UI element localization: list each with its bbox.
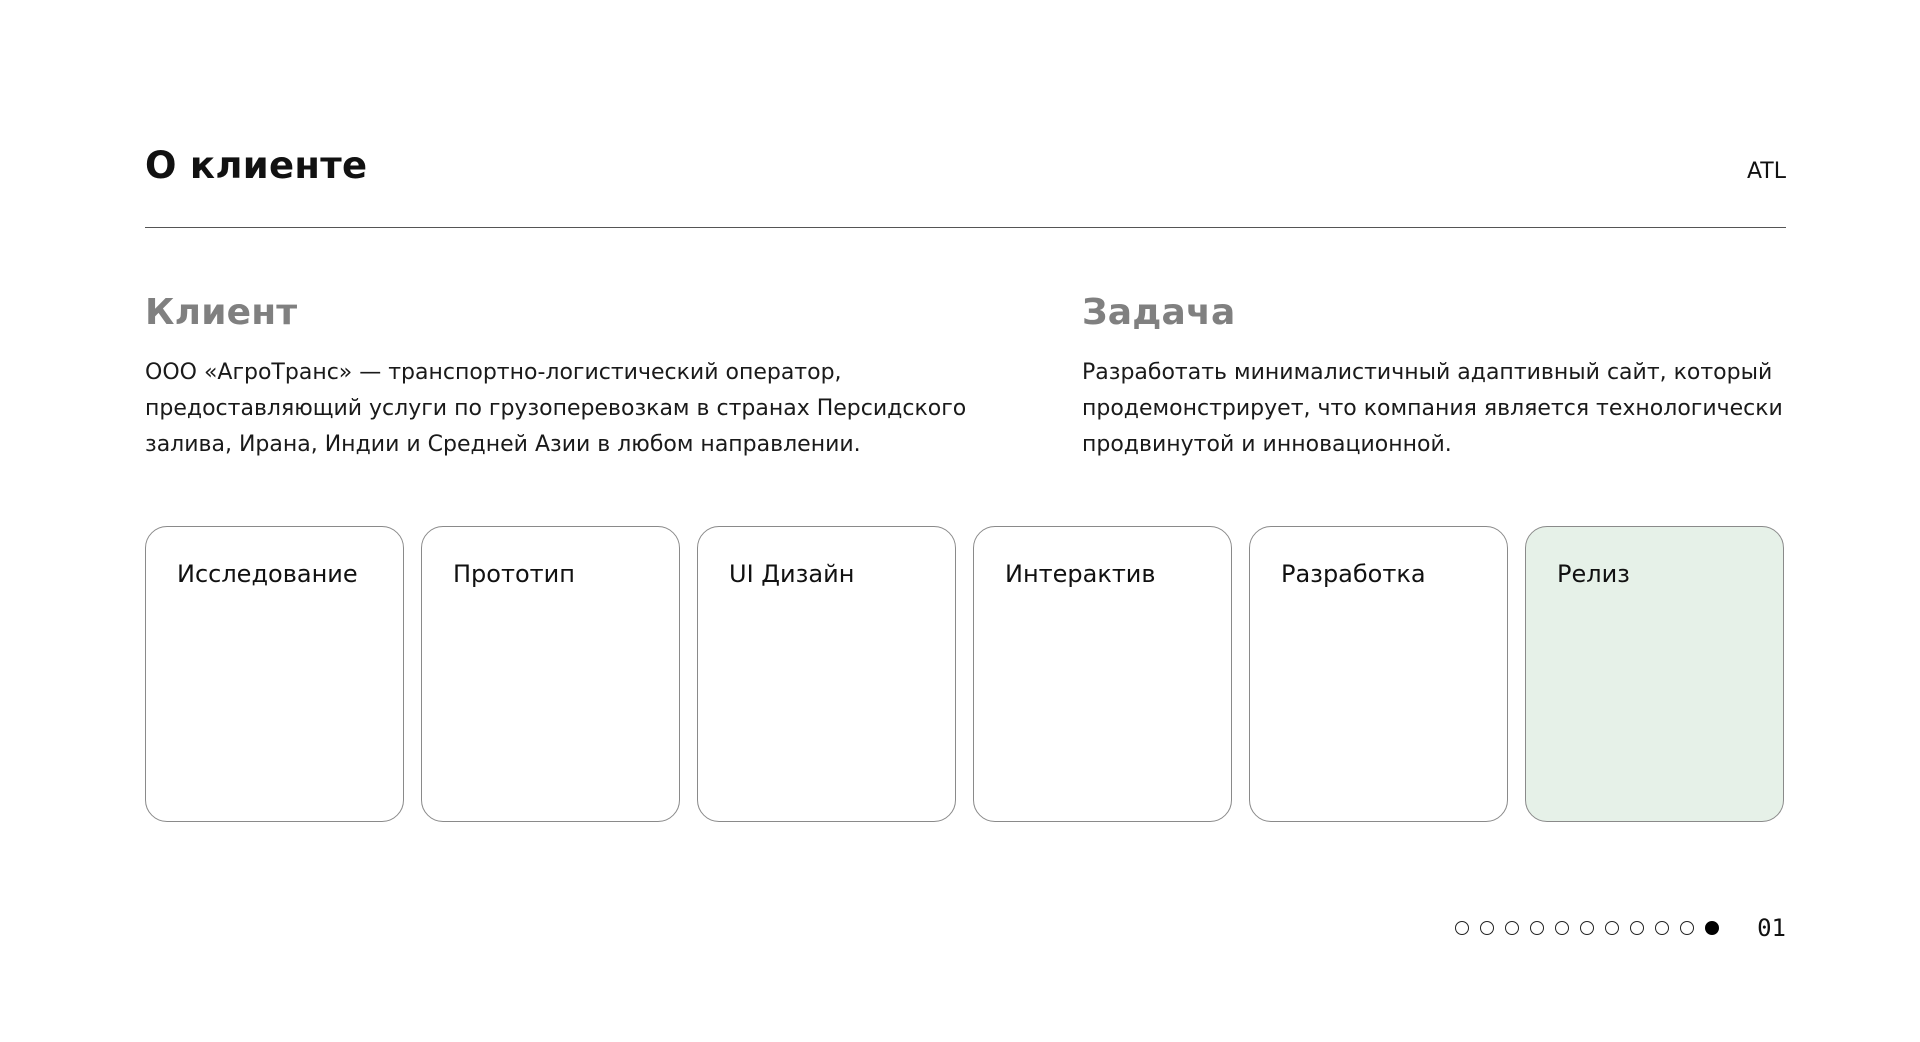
slide [145, 0, 1786, 1042]
stage-label: Исследование [177, 560, 358, 588]
pagination-dot[interactable] [1505, 921, 1519, 935]
task-section [1082, 292, 1786, 463]
pagination-dot[interactable] [1630, 921, 1644, 935]
header [145, 140, 1786, 192]
pagination-dot[interactable] [1455, 921, 1469, 935]
page-number: 01 [1757, 914, 1786, 942]
stage-card-ui-design[interactable] [697, 526, 956, 822]
stage-label: Разработка [1281, 560, 1426, 588]
stage-card-interactive[interactable] [973, 526, 1232, 822]
pagination-dot[interactable] [1580, 921, 1594, 935]
pagination-dot[interactable] [1655, 921, 1669, 935]
pagination-dots [1455, 921, 1719, 935]
header-divider [145, 227, 1786, 228]
pagination-dot[interactable] [1555, 921, 1569, 935]
stage-card-development[interactable] [1249, 526, 1508, 822]
stage-label: UI Дизайн [729, 560, 855, 588]
pagination-dot[interactable] [1530, 921, 1544, 935]
pagination-dot[interactable] [1480, 921, 1494, 935]
stage-label: Релиз [1557, 560, 1630, 588]
task-description: Разработать минималистичный адаптивный сайт, который продемонстрирует, что компания является технологически продвинутой и инновационной. [1082, 360, 1783, 457]
pagination-dot[interactable] [1680, 921, 1694, 935]
client-heading: Клиент [145, 292, 298, 333]
stage-card-prototype[interactable] [421, 526, 680, 822]
pagination-dot[interactable] [1605, 921, 1619, 935]
stage-label: Прототип [453, 560, 575, 588]
stage-cards [145, 526, 1786, 822]
client-section [145, 292, 1005, 463]
client-description: ООО «АгроТранс» — транспортно-логистический оператор, предоставляющий услуги по грузоперевозкам в странах Персидского залива, Ирана, Индии и Средней Азии в любом направлении. [145, 360, 967, 457]
page-title: О клиенте [145, 144, 368, 187]
stage-card-research[interactable] [145, 526, 404, 822]
task-heading: Задача [1082, 292, 1236, 333]
pagination [1455, 913, 1786, 943]
stage-label: Интерактив [1005, 560, 1156, 588]
stage-card-release[interactable] [1525, 526, 1784, 822]
pagination-dot[interactable] [1705, 921, 1719, 935]
brand-label: ATL [1746, 159, 1786, 184]
